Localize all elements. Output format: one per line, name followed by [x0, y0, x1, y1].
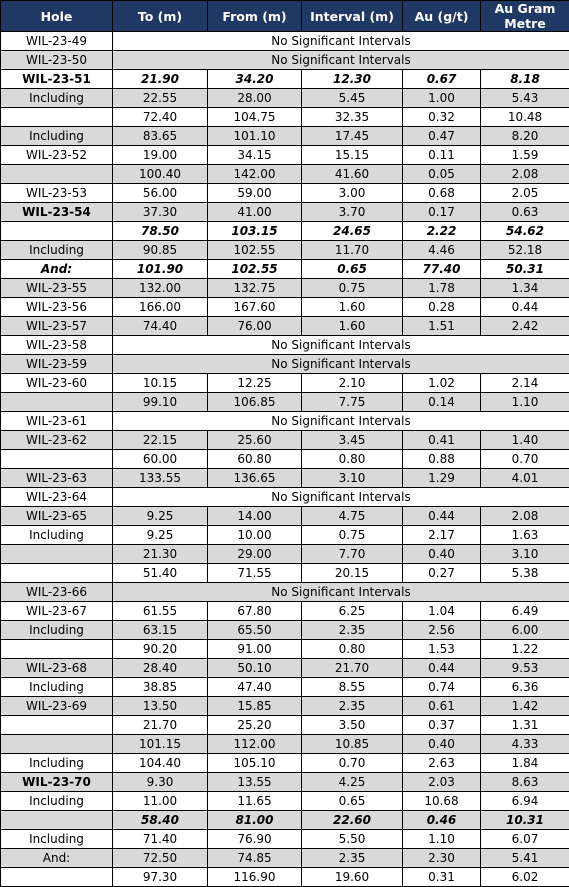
hole-cell [1, 735, 113, 754]
interval-cell: 20.15 [302, 564, 403, 583]
hole-cell: WIL-23-65 [1, 507, 113, 526]
from-cell: 81.00 [208, 811, 302, 830]
hole-cell: Including [1, 241, 113, 260]
hole-cell [1, 868, 113, 887]
from-cell: 29.00 [208, 545, 302, 564]
from-cell: 28.00 [208, 89, 302, 108]
au-cell: 0.44 [403, 659, 481, 678]
table-row [1, 298, 569, 317]
interval-cell: 11.70 [302, 241, 403, 260]
to-cell: 133.55 [113, 469, 208, 488]
table-row [1, 450, 569, 469]
from-cell: 14.00 [208, 507, 302, 526]
hole-cell: WIL-23-64 [1, 488, 113, 507]
au-gram-metre-cell: 6.94 [481, 792, 569, 811]
interval-cell: 2.35 [302, 697, 403, 716]
to-cell: 72.40 [113, 108, 208, 127]
table-row [1, 735, 569, 754]
au-gram-metre-cell: 1.34 [481, 279, 569, 298]
to-cell: 22.15 [113, 431, 208, 450]
hole-cell: And: [1, 260, 113, 279]
au-gram-metre-cell: 2.08 [481, 165, 569, 184]
table-row [1, 70, 569, 89]
interval-cell: 8.55 [302, 678, 403, 697]
table-row [1, 260, 569, 279]
au-cell: 1.53 [403, 640, 481, 659]
from-cell: 102.55 [208, 260, 302, 279]
to-cell: 9.25 [113, 526, 208, 545]
hole-cell: WIL-23-57 [1, 317, 113, 336]
to-cell: 9.30 [113, 773, 208, 792]
table-row [1, 545, 569, 564]
from-cell: 91.00 [208, 640, 302, 659]
table-row [1, 621, 569, 640]
hole-cell: WIL-23-68 [1, 659, 113, 678]
to-cell: 21.30 [113, 545, 208, 564]
hole-cell [1, 222, 113, 241]
table-row [1, 678, 569, 697]
to-cell: 78.50 [113, 222, 208, 241]
au-cell: 0.46 [403, 811, 481, 830]
to-cell: 100.40 [113, 165, 208, 184]
from-cell: 104.75 [208, 108, 302, 127]
table-row [1, 507, 569, 526]
to-cell: 10.15 [113, 374, 208, 393]
to-cell: 60.00 [113, 450, 208, 469]
to-cell: 104.40 [113, 754, 208, 773]
to-cell: 13.50 [113, 697, 208, 716]
table-row [1, 868, 569, 887]
au-cell: 0.41 [403, 431, 481, 450]
interval-cell: 10.85 [302, 735, 403, 754]
from-cell: 67.80 [208, 602, 302, 621]
au-gram-metre-cell: 2.08 [481, 507, 569, 526]
interval-cell: 3.50 [302, 716, 403, 735]
au-cell: 10.68 [403, 792, 481, 811]
from-cell: 103.15 [208, 222, 302, 241]
au-gram-metre-cell: 1.31 [481, 716, 569, 735]
interval-cell: 0.80 [302, 450, 403, 469]
table-row [1, 849, 569, 868]
interval-cell: 7.75 [302, 393, 403, 412]
no-significant-intervals-cell: No Significant Intervals [113, 412, 569, 431]
table-row [1, 716, 569, 735]
au-cell: 0.17 [403, 203, 481, 222]
au-cell: 2.63 [403, 754, 481, 773]
au-gram-metre-cell: 0.63 [481, 203, 569, 222]
au-gram-metre-cell: 4.33 [481, 735, 569, 754]
au-cell: 1.04 [403, 602, 481, 621]
au-gram-metre-cell: 2.05 [481, 184, 569, 203]
no-significant-intervals-cell: No Significant Intervals [113, 488, 569, 507]
interval-cell: 12.30 [302, 70, 403, 89]
table-row [1, 697, 569, 716]
interval-cell: 7.70 [302, 545, 403, 564]
au-cell: 0.27 [403, 564, 481, 583]
au-cell: 0.40 [403, 735, 481, 754]
au-cell: 1.00 [403, 89, 481, 108]
interval-cell: 17.45 [302, 127, 403, 146]
table-row [1, 374, 569, 393]
interval-cell: 0.75 [302, 526, 403, 545]
interval-cell: 0.75 [302, 279, 403, 298]
to-cell: 101.15 [113, 735, 208, 754]
to-cell: 9.25 [113, 507, 208, 526]
interval-cell: 2.35 [302, 621, 403, 640]
from-cell: 65.50 [208, 621, 302, 640]
from-cell: 59.00 [208, 184, 302, 203]
au-cell: 1.78 [403, 279, 481, 298]
au-cell: 0.47 [403, 127, 481, 146]
to-cell: 83.65 [113, 127, 208, 146]
interval-cell: 21.70 [302, 659, 403, 678]
from-cell: 25.20 [208, 716, 302, 735]
to-cell: 99.10 [113, 393, 208, 412]
to-cell: 37.30 [113, 203, 208, 222]
au-gram-metre-cell: 10.48 [481, 108, 569, 127]
hole-cell: WIL-23-61 [1, 412, 113, 431]
hole-cell: Including [1, 89, 113, 108]
interval-cell: 19.60 [302, 868, 403, 887]
to-cell: 63.15 [113, 621, 208, 640]
from-cell: 41.00 [208, 203, 302, 222]
to-cell: 90.85 [113, 241, 208, 260]
from-cell: 15.85 [208, 697, 302, 716]
hole-cell: Including [1, 792, 113, 811]
from-cell: 11.65 [208, 792, 302, 811]
from-cell: 101.10 [208, 127, 302, 146]
interval-cell: 1.60 [302, 298, 403, 317]
to-cell: 56.00 [113, 184, 208, 203]
header-to: To (m) [113, 1, 208, 32]
au-gram-metre-cell: 6.02 [481, 868, 569, 887]
to-cell: 22.55 [113, 89, 208, 108]
table-row [1, 412, 569, 431]
no-significant-intervals-cell: No Significant Intervals [113, 355, 569, 374]
hole-cell [1, 165, 113, 184]
au-gram-metre-cell: 5.43 [481, 89, 569, 108]
hole-cell: WIL-23-67 [1, 602, 113, 621]
table-row [1, 146, 569, 165]
au-gram-metre-cell: 1.59 [481, 146, 569, 165]
from-cell: 12.25 [208, 374, 302, 393]
hole-cell: WIL-23-60 [1, 374, 113, 393]
hole-cell [1, 640, 113, 659]
no-significant-intervals-cell: No Significant Intervals [113, 51, 569, 70]
from-cell: 116.90 [208, 868, 302, 887]
interval-cell: 24.65 [302, 222, 403, 241]
header-interval: Interval (m) [302, 1, 403, 32]
interval-cell: 15.15 [302, 146, 403, 165]
hole-cell: WIL-23-70 [1, 773, 113, 792]
au-cell: 0.32 [403, 108, 481, 127]
table-row [1, 659, 569, 678]
to-cell: 90.20 [113, 640, 208, 659]
table-row [1, 51, 569, 70]
to-cell: 61.55 [113, 602, 208, 621]
au-cell: 1.29 [403, 469, 481, 488]
table-row [1, 526, 569, 545]
au-gram-metre-cell: 2.42 [481, 317, 569, 336]
to-cell: 21.90 [113, 70, 208, 89]
table-row [1, 830, 569, 849]
hole-cell [1, 564, 113, 583]
from-cell: 47.40 [208, 678, 302, 697]
hole-cell [1, 811, 113, 830]
table-row [1, 488, 569, 507]
au-gram-metre-cell: 6.49 [481, 602, 569, 621]
hole-cell: WIL-23-53 [1, 184, 113, 203]
au-cell: 0.37 [403, 716, 481, 735]
au-gram-metre-cell: 1.10 [481, 393, 569, 412]
hole-cell: Including [1, 830, 113, 849]
table-body [1, 32, 569, 887]
from-cell: 60.80 [208, 450, 302, 469]
au-cell: 0.74 [403, 678, 481, 697]
interval-cell: 0.65 [302, 792, 403, 811]
interval-cell: 0.80 [302, 640, 403, 659]
hole-cell: WIL-23-56 [1, 298, 113, 317]
interval-cell: 3.70 [302, 203, 403, 222]
hole-cell: WIL-23-55 [1, 279, 113, 298]
au-gram-metre-cell: 8.20 [481, 127, 569, 146]
au-gram-metre-cell: 0.70 [481, 450, 569, 469]
hole-cell: WIL-23-66 [1, 583, 113, 602]
table-row [1, 431, 569, 450]
from-cell: 76.90 [208, 830, 302, 849]
to-cell: 97.30 [113, 868, 208, 887]
au-cell: 2.56 [403, 621, 481, 640]
au-cell: 0.88 [403, 450, 481, 469]
hole-cell [1, 393, 113, 412]
au-cell: 0.68 [403, 184, 481, 203]
to-cell: 71.40 [113, 830, 208, 849]
au-gram-metre-cell: 10.31 [481, 811, 569, 830]
no-significant-intervals-cell: No Significant Intervals [113, 583, 569, 602]
from-cell: 50.10 [208, 659, 302, 678]
interval-cell: 2.10 [302, 374, 403, 393]
hole-cell: WIL-23-50 [1, 51, 113, 70]
au-cell: 4.46 [403, 241, 481, 260]
from-cell: 142.00 [208, 165, 302, 184]
hole-cell: WIL-23-51 [1, 70, 113, 89]
hole-cell: Including [1, 526, 113, 545]
hole-cell: WIL-23-58 [1, 336, 113, 355]
table-row [1, 640, 569, 659]
table-row [1, 792, 569, 811]
hole-cell: WIL-23-62 [1, 431, 113, 450]
interval-cell: 3.45 [302, 431, 403, 450]
to-cell: 166.00 [113, 298, 208, 317]
to-cell: 51.40 [113, 564, 208, 583]
interval-cell: 0.65 [302, 260, 403, 279]
au-gram-metre-cell: 9.53 [481, 659, 569, 678]
au-cell: 0.61 [403, 697, 481, 716]
au-cell: 0.67 [403, 70, 481, 89]
from-cell: 136.65 [208, 469, 302, 488]
header-au-gram-metre: Au Gram Metre [481, 1, 569, 32]
hole-cell: Including [1, 127, 113, 146]
header-row [1, 1, 569, 32]
au-gram-metre-cell: 50.31 [481, 260, 569, 279]
hole-cell: WIL-23-52 [1, 146, 113, 165]
au-cell: 0.31 [403, 868, 481, 887]
hole-cell: WIL-23-69 [1, 697, 113, 716]
interval-cell: 22.60 [302, 811, 403, 830]
from-cell: 34.15 [208, 146, 302, 165]
au-cell: 1.10 [403, 830, 481, 849]
table-row [1, 583, 569, 602]
from-cell: 10.00 [208, 526, 302, 545]
from-cell: 13.55 [208, 773, 302, 792]
hole-cell [1, 108, 113, 127]
table-row [1, 336, 569, 355]
table-row [1, 108, 569, 127]
interval-cell: 5.50 [302, 830, 403, 849]
hole-cell: WIL-23-63 [1, 469, 113, 488]
table-row [1, 184, 569, 203]
au-gram-metre-cell: 6.36 [481, 678, 569, 697]
interval-cell: 5.45 [302, 89, 403, 108]
au-gram-metre-cell: 4.01 [481, 469, 569, 488]
table-row [1, 279, 569, 298]
from-cell: 132.75 [208, 279, 302, 298]
to-cell: 72.50 [113, 849, 208, 868]
to-cell: 19.00 [113, 146, 208, 165]
au-cell: 0.05 [403, 165, 481, 184]
header-au: Au (g/t) [403, 1, 481, 32]
au-gram-metre-cell: 1.84 [481, 754, 569, 773]
hole-cell: WIL-23-59 [1, 355, 113, 374]
table-row [1, 469, 569, 488]
hole-cell: WIL-23-54 [1, 203, 113, 222]
table-row [1, 355, 569, 374]
interval-cell: 0.70 [302, 754, 403, 773]
hole-cell: Including [1, 621, 113, 640]
au-gram-metre-cell: 5.38 [481, 564, 569, 583]
to-cell: 132.00 [113, 279, 208, 298]
au-cell: 2.30 [403, 849, 481, 868]
header-from: From (m) [208, 1, 302, 32]
au-gram-metre-cell: 0.44 [481, 298, 569, 317]
au-cell: 1.02 [403, 374, 481, 393]
table-row [1, 393, 569, 412]
interval-cell: 3.00 [302, 184, 403, 203]
table-row [1, 564, 569, 583]
table-row [1, 602, 569, 621]
from-cell: 25.60 [208, 431, 302, 450]
from-cell: 76.00 [208, 317, 302, 336]
header-hole: Hole [1, 1, 113, 32]
au-cell: 1.51 [403, 317, 481, 336]
hole-cell: And: [1, 849, 113, 868]
au-gram-metre-cell: 8.18 [481, 70, 569, 89]
table-row [1, 127, 569, 146]
interval-cell: 4.75 [302, 507, 403, 526]
from-cell: 106.85 [208, 393, 302, 412]
to-cell: 28.40 [113, 659, 208, 678]
au-gram-metre-cell: 5.41 [481, 849, 569, 868]
from-cell: 105.10 [208, 754, 302, 773]
from-cell: 71.55 [208, 564, 302, 583]
au-gram-metre-cell: 6.00 [481, 621, 569, 640]
table-row [1, 773, 569, 792]
hole-cell [1, 545, 113, 564]
hole-cell [1, 716, 113, 735]
to-cell: 74.40 [113, 317, 208, 336]
au-gram-metre-cell: 6.07 [481, 830, 569, 849]
au-cell: 0.28 [403, 298, 481, 317]
to-cell: 38.85 [113, 678, 208, 697]
au-cell: 0.44 [403, 507, 481, 526]
au-gram-metre-cell: 1.63 [481, 526, 569, 545]
au-gram-metre-cell: 52.18 [481, 241, 569, 260]
au-cell: 0.11 [403, 146, 481, 165]
from-cell: 34.20 [208, 70, 302, 89]
table-row [1, 32, 569, 51]
interval-cell: 2.35 [302, 849, 403, 868]
table-row [1, 241, 569, 260]
interval-cell: 32.35 [302, 108, 403, 127]
table-row [1, 203, 569, 222]
au-gram-metre-cell: 54.62 [481, 222, 569, 241]
hole-cell: WIL-23-49 [1, 32, 113, 51]
au-gram-metre-cell: 3.10 [481, 545, 569, 564]
au-cell: 0.14 [403, 393, 481, 412]
from-cell: 102.55 [208, 241, 302, 260]
table-row [1, 811, 569, 830]
au-cell: 0.40 [403, 545, 481, 564]
to-cell: 58.40 [113, 811, 208, 830]
table-row [1, 165, 569, 184]
au-gram-metre-cell: 8.63 [481, 773, 569, 792]
to-cell: 11.00 [113, 792, 208, 811]
no-significant-intervals-cell: No Significant Intervals [113, 336, 569, 355]
au-cell: 2.03 [403, 773, 481, 792]
interval-cell: 3.10 [302, 469, 403, 488]
interval-cell: 4.25 [302, 773, 403, 792]
to-cell: 101.90 [113, 260, 208, 279]
au-gram-metre-cell: 1.22 [481, 640, 569, 659]
from-cell: 167.60 [208, 298, 302, 317]
table-row [1, 317, 569, 336]
table-row [1, 222, 569, 241]
au-gram-metre-cell: 2.14 [481, 374, 569, 393]
from-cell: 112.00 [208, 735, 302, 754]
interval-cell: 6.25 [302, 602, 403, 621]
au-cell: 2.22 [403, 222, 481, 241]
hole-cell [1, 450, 113, 469]
table-row [1, 754, 569, 773]
hole-cell: Including [1, 754, 113, 773]
au-gram-metre-cell: 1.42 [481, 697, 569, 716]
interval-cell: 41.60 [302, 165, 403, 184]
au-gram-metre-cell: 1.40 [481, 431, 569, 450]
table-row [1, 89, 569, 108]
hole-cell: Including [1, 678, 113, 697]
interval-cell: 1.60 [302, 317, 403, 336]
no-significant-intervals-cell: No Significant Intervals [113, 32, 569, 51]
au-cell: 77.40 [403, 260, 481, 279]
from-cell: 74.85 [208, 849, 302, 868]
au-cell: 2.17 [403, 526, 481, 545]
to-cell: 21.70 [113, 716, 208, 735]
